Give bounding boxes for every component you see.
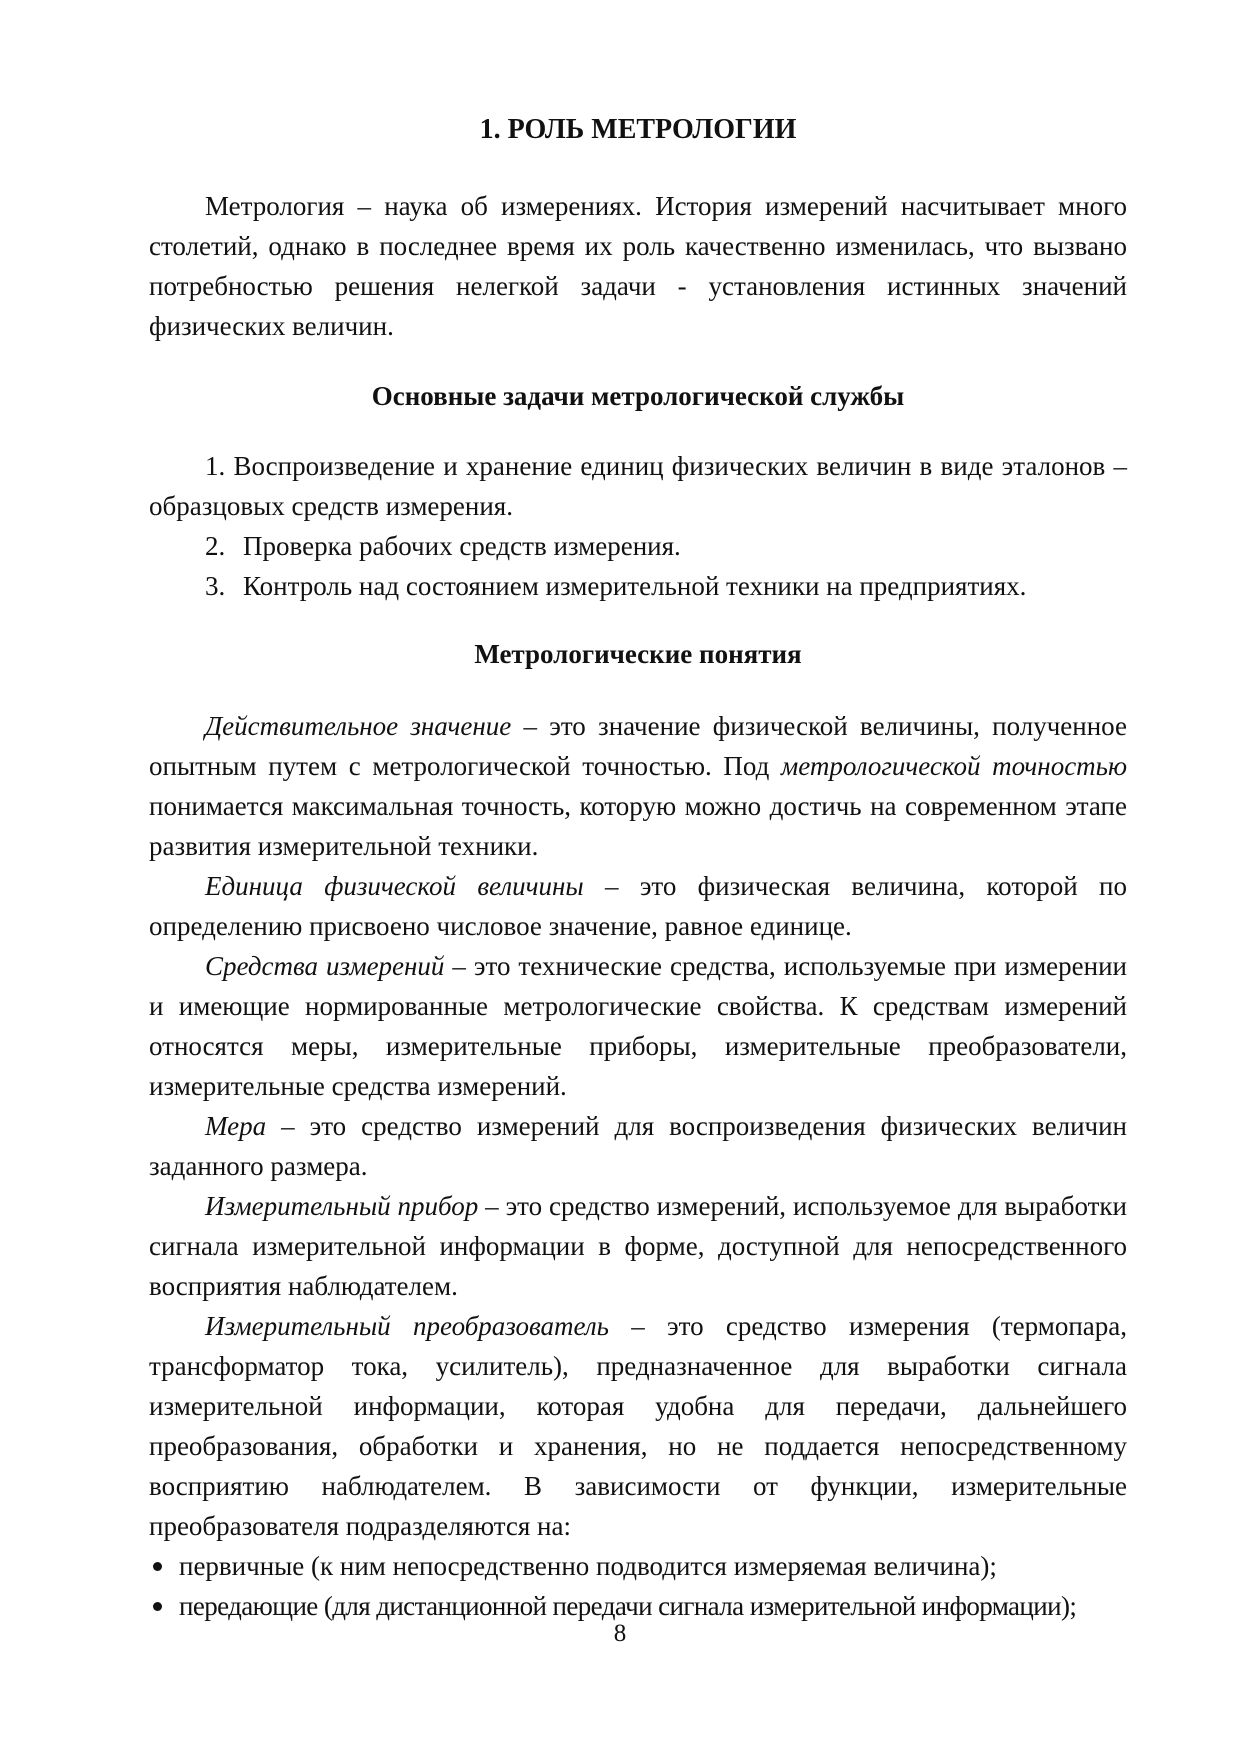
definition-paragraph (149, 1186, 1127, 1306)
bullet-icon (153, 1562, 162, 1571)
definition-term: Единица физической величины (205, 871, 584, 901)
definition-term: Измерительный преобразователь (205, 1311, 609, 1341)
bullet-item (149, 1546, 1127, 1586)
definition-text: – это средство измерений, используемое для выработки сигнала измерительной информации в форме, доступной для непосредственного восприятия наблюдателем. (149, 1191, 1127, 1301)
definition-term: Измерительный прибор (205, 1191, 479, 1221)
task-item-1 (149, 446, 1127, 526)
task-number: 2. (205, 531, 226, 561)
definition-term: метрологической точностью (781, 751, 1128, 781)
task-number: 1. (205, 451, 226, 481)
definition-text: – это технические средства, используемые при измерении и имеющие нормированные метрологические свойства. К средствам измерений относятся меры, измерительные приборы, измерительные преобразователи, измерительные средства измерений. (149, 951, 1127, 1101)
chapter-heading: 1. РОЛЬ МЕТРОЛОГИИ (479, 114, 797, 145)
definition-term: Средства измерений (205, 951, 445, 981)
task-item-2 (149, 526, 1127, 566)
page-content (149, 110, 1127, 1626)
intro-paragraph: Метрология – наука об измерениях. История измерений насчитывает много столетий, однако в последнее время их роль качественно изменилась, что вызвано потребностью решения нелегкой задачи - установления истинных значений физических величин. (149, 191, 1127, 341)
definition-text: – это физическая величина, которой по определению присвоено числовое значение, равное единице. (149, 871, 1127, 941)
definition-text: – это значение физической величины, полученное опытным путем с метрологической точностью. Под (149, 711, 1127, 781)
task-text: Контроль над состоянием измерительной техники на предприятиях. (243, 571, 1027, 601)
definition-paragraph (149, 1306, 1127, 1546)
definition-term: Действительное значение (205, 711, 512, 741)
bullet-icon (153, 1602, 162, 1611)
tasks-heading: Основные задачи метрологической службы (371, 381, 905, 411)
definition-term: Мера (205, 1111, 267, 1141)
bullet-text: передающие (для дистанционной передачи сигнала измерительной информации); (179, 1591, 1077, 1621)
task-text: Проверка рабочих средств измерения. (243, 531, 681, 561)
page-number: 8 (613, 1620, 627, 1647)
definition-text: – это средство измерений для воспроизведения физических величин заданного размера. (149, 1111, 1127, 1181)
task-text: Воспроизведение и хранение единиц физических величин в виде эталонов – образцовых средств измерения. (149, 451, 1127, 521)
definition-paragraph (149, 1106, 1127, 1186)
definition-paragraph (149, 946, 1127, 1106)
definition-text: понимается максимальная точность, которую можно достичь на современном этапе развития измерительной техники. (149, 791, 1127, 861)
definition-paragraph (149, 706, 1127, 866)
definition-text: – это средство измерения (термопара, трансформатор тока, усилитель), предназначенное для выработки сигнала измерительной информации, которая удобна для передачи, дальнейшего преобразования, обработки и хранения, но не поддается непосредственному восприятию наблюдателем. В зависимости от функции, измерительные преобразователя подразделяются на: (149, 1311, 1127, 1541)
concepts-heading: Метрологические понятия (474, 639, 802, 669)
definition-paragraph (149, 866, 1127, 946)
bullet-text: первичные (к ним непосредственно подводится измеряемая величина); (179, 1551, 997, 1581)
task-number: 3. (205, 571, 226, 601)
task-item-3 (149, 566, 1127, 606)
